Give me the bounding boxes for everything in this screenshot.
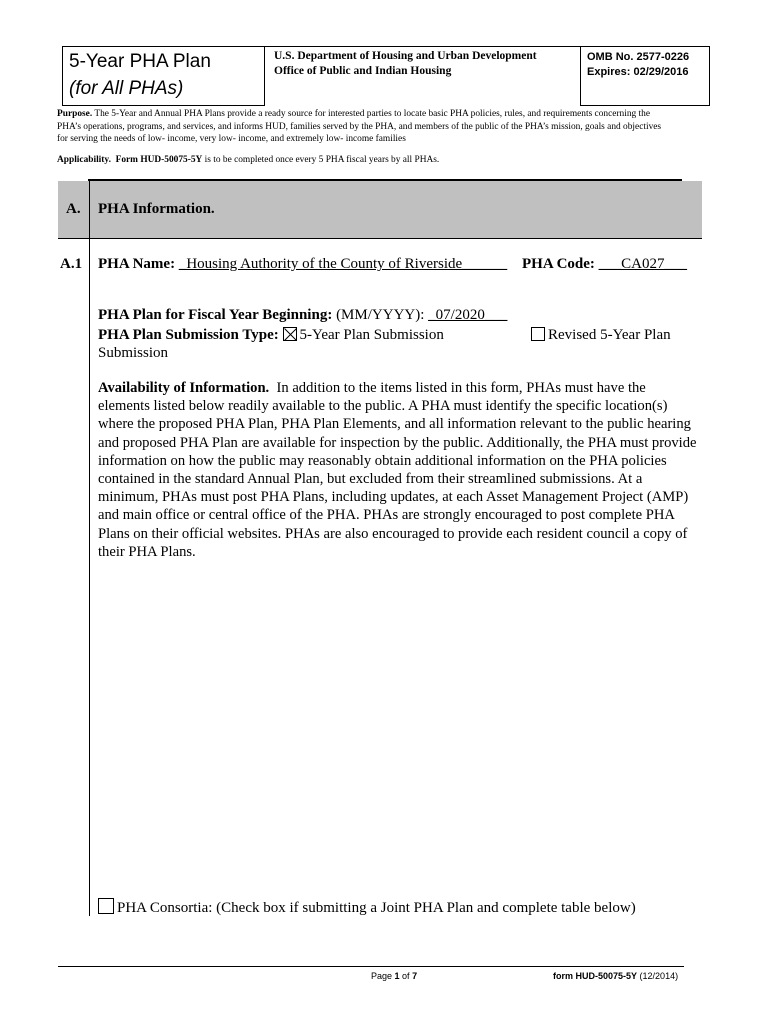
availability-paragraph (98, 379, 698, 561)
revised-plan-label: Revised 5-Year Plan (548, 327, 671, 343)
availability-label: Availability of Information. (98, 380, 270, 396)
revised-plan-label-cont: Submission (98, 345, 169, 361)
page-current: 1 (394, 971, 400, 981)
omb-number: OMB No. 2577-0226 (587, 51, 690, 63)
section-a-divider (58, 238, 702, 239)
footer-rule (58, 966, 684, 967)
fiscal-year-format: (MM/YYYY): (336, 307, 425, 323)
fiscal-year-field[interactable]: _07/2020___ (428, 307, 508, 323)
section-title: PHA Information. (98, 201, 215, 217)
applicability-text: is to be completed once every 5 PHA fiscal years by all PHAs. (204, 155, 440, 165)
fiscal-year-line (98, 307, 507, 324)
pha-code-label: PHA Code: (522, 256, 595, 272)
pha-code-line (522, 256, 687, 273)
form-id: form HUD-50075-5Y (553, 971, 638, 981)
consortia-label: PHA Consortia: (Check box if submitting a Joint PHA Plan and complete table below) (117, 900, 636, 916)
page-number (371, 971, 417, 981)
applicability-paragraph (57, 155, 667, 165)
document-subtitle: (for All PHAs) (69, 78, 184, 99)
pha-name-line (98, 256, 507, 273)
document-title: 5-Year PHA Plan (69, 51, 211, 72)
purpose-text: The 5-Year and Annual PHA Plans provide a ready source for interested parties to locate basic PHA policies, rules, and requirements concerning the PHA’s operations, programs, and services, and informs HUD, families served by the PHA, and members of the public of the PHA’s mission, goals and objectives for serving the needs of low- income, very low- income, and extremely low- income families (57, 109, 662, 144)
title-box (62, 46, 265, 106)
fiscal-year-label: PHA Plan for Fiscal Year Beginning: (98, 307, 333, 323)
table-column-divider (89, 181, 90, 916)
department-box (264, 46, 580, 106)
pha-name-field[interactable]: _Housing Authority of the County of Riverside______ (178, 256, 508, 272)
purpose-label: Purpose. (57, 109, 93, 119)
revised-plan-checkbox[interactable] (531, 327, 545, 341)
purpose-paragraph (57, 108, 667, 146)
pha-name-label: PHA Name: (98, 256, 176, 272)
section-letter: A. (66, 201, 81, 217)
consortia-line (98, 898, 636, 917)
form-date: (12/2014) (639, 971, 679, 981)
availability-text: In addition to the items listed in this form, PHAs must have the elements listed below readily available to the public. A PHA must identify the specific location(s) where the proposed PHA Plan, PHA Plan Elements, and all information relevant to the public hearing and proposed PHA Plan are available for inspection by the public. Additionally, the PHA must provide information on how the public may reasonably obtain additional information on the PHA policies contained in the standard Annual Plan, but excluded from their streamlined submissions. At a minimum, PHAs must post PHA Plans, including updates, at each Asset Management Project (AMP) and main office or central office of the PHA. PHAs are strongly encouraged to post complete PHA Plans on their official websites. PHAs are also encouraged to provide each resident council a copy of their PHA Plans. (98, 380, 697, 560)
expiration-date: Expires: 02/29/2016 (587, 66, 689, 78)
page-total: 7 (412, 971, 418, 981)
omb-box (580, 46, 710, 106)
office-name: Office of Public and Indian Housing (274, 65, 452, 77)
footer-form-id (553, 971, 678, 981)
consortia-checkbox[interactable] (98, 898, 114, 914)
row-number: A.1 (60, 256, 83, 272)
page-of: of (399, 971, 413, 981)
submission-type-label: PHA Plan Submission Type: (98, 327, 279, 343)
revised-plan-option (531, 327, 671, 344)
submission-type-line (98, 327, 444, 344)
pha-code-field[interactable]: ___CA027___ (598, 256, 688, 272)
five-year-plan-label: 5-Year Plan Submission (299, 327, 444, 343)
department-name: U.S. Department of Housing and Urban Development (274, 50, 537, 62)
applicability-label: Applicability. (57, 155, 111, 165)
applicability-form-ref: Form HUD-50075-5Y (115, 155, 203, 165)
five-year-plan-checkbox[interactable] (283, 327, 297, 341)
page-prefix: Page (371, 971, 395, 981)
